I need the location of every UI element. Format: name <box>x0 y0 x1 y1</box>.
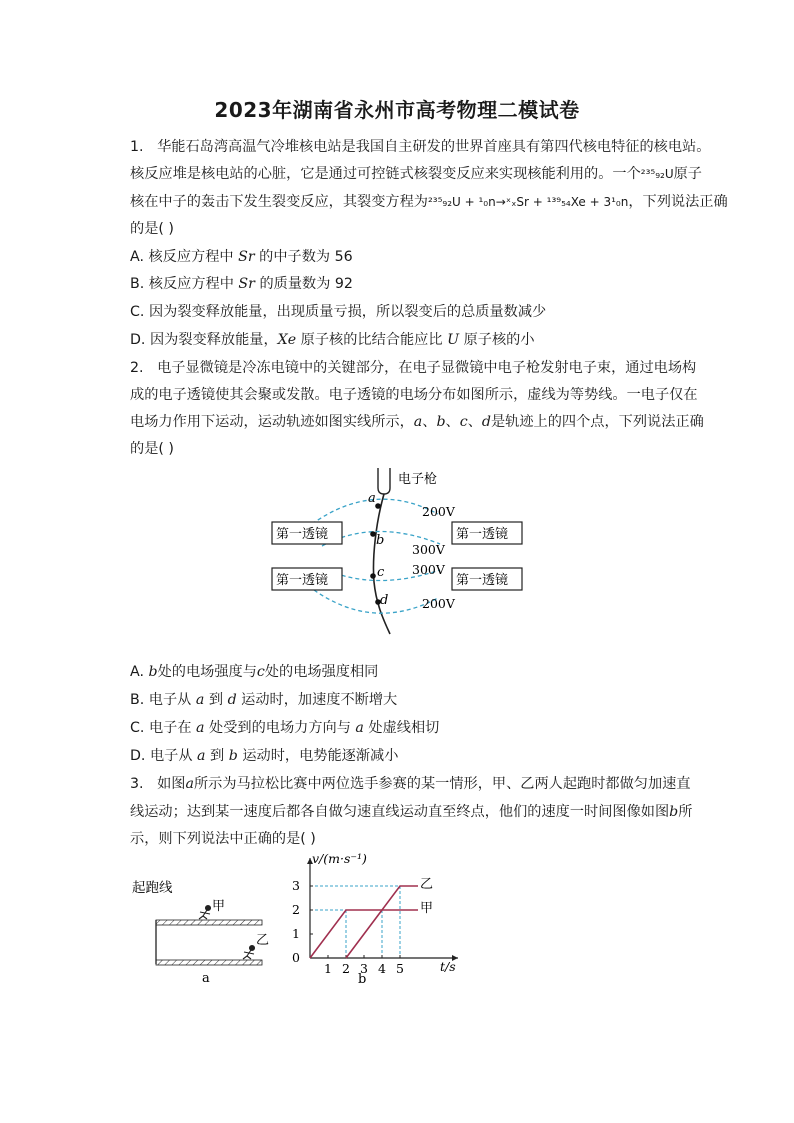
y-tick-3: 3 <box>292 878 300 893</box>
gun-label: 电子枪 <box>398 472 438 487</box>
q2-line2: 成的电子透镜使其会聚或发散。电子透镜的电场分布如图所示，虚线为等势线。一电子仅在 <box>130 387 698 403</box>
x-tick-5: 5 <box>396 961 404 976</box>
point-c: c <box>377 565 385 580</box>
point-d: d <box>380 593 389 608</box>
q3-line1: 3. 如图a所示为马拉松比赛中两位选手参赛的某一情形，甲、乙两人起跑时都做匀加速直 <box>130 776 691 792</box>
voltage-300v-upper: 300V <box>412 542 445 557</box>
q3-number: 3. <box>130 776 144 792</box>
point-b: b <box>376 533 385 548</box>
q2-option-b[interactable]: B. 电子从 a 到 d 运动时，加速度不断增大 <box>130 692 398 708</box>
q2-option-d[interactable]: D. 电子从 a 到 b 运动时，电势能逐渐减小 <box>130 748 399 764</box>
fission-equation: ²³⁵₉₂U + ¹₀n→ˣₓSr + ¹³⁹₅₄Xe + 3¹₀n <box>427 195 629 209</box>
x-tick-3: 3 <box>360 961 368 976</box>
runner-jia-label: 甲 <box>212 899 226 914</box>
marathon-track-figure <box>128 874 278 989</box>
runner-yi-label: 乙 <box>256 933 270 948</box>
series-label-jia: 甲 <box>420 901 434 916</box>
y-axis-label: v/(m·s⁻¹) <box>312 851 367 866</box>
point-a: a <box>368 491 376 506</box>
lens-left-bottom: 第一透镜 <box>276 573 329 588</box>
voltage-200v-top: 200V <box>422 504 455 519</box>
q1-text4: 的是( ) <box>130 221 174 237</box>
page-title: 2023年湖南省永州市高考物理二模试卷 <box>214 98 580 122</box>
x-axis-label: t/s <box>440 959 456 974</box>
q2-option-c[interactable]: C. 电子在 a 处受到的电场力方向与 a 处虚线相切 <box>130 720 440 736</box>
q2-line3: 电场力作用下运动，运动轨迹如图实线所示，a、b、c、d是轨迹上的四个点，下列说法正确 <box>130 414 704 430</box>
q1-line4 <box>130 219 174 239</box>
q1-text3: 核在中子的轰击下发生裂变反应，其裂变方程为 <box>130 194 428 210</box>
q1-option-a[interactable]: A. 核反应方程中 Sr 的中子数为 56 <box>130 249 353 265</box>
q2-line1: 2. 电子显微镜是冷冻电镜中的关键部分，在电子显微镜中电子枪发射电子束，通过电场构 <box>130 360 697 376</box>
fig-b-caption: b <box>358 972 367 987</box>
lens-left-top: 第一透镜 <box>276 527 329 542</box>
lens-right-top: 第一透镜 <box>456 527 509 542</box>
electron-lens-figure <box>260 462 530 642</box>
fig-a-caption: a <box>202 971 210 986</box>
x-tick-4: 4 <box>378 961 386 976</box>
voltage-300v-lower: 300V <box>412 562 445 577</box>
runner-yi-icon <box>243 946 255 960</box>
q1-number: 1. <box>130 139 144 155</box>
runner-jia-icon <box>199 906 211 920</box>
start-line-label: 起跑线 <box>132 880 173 896</box>
y-tick-2: 2 <box>292 902 300 917</box>
q2-option-a[interactable]: A. b处的电场强度与c处的电场强度相同 <box>130 664 379 680</box>
q2-line4: 的是( ) <box>130 441 174 457</box>
q1-line1 <box>130 137 710 157</box>
q1-line2 <box>130 164 702 184</box>
y-tick-0: 0 <box>292 950 300 965</box>
q1-text3-end: ，下列说法正确 <box>628 194 728 210</box>
q1-option-d[interactable]: D. 因为裂变释放能量，Xe 原子核的比结合能应比 U 原子核的小 <box>130 332 535 348</box>
lens-right-bottom: 第一透镜 <box>456 573 509 588</box>
x-tick-1: 1 <box>324 961 332 976</box>
q1-text1: 华能石岛湾高温气冷堆核电站是我国自主研发的世界首座具有第四代核电特征的核电站。 <box>157 139 711 155</box>
y-tick-1: 1 <box>292 926 300 941</box>
velocity-time-chart <box>290 850 470 988</box>
voltage-200v-bottom: 200V <box>422 596 455 611</box>
q1-line3 <box>130 192 728 212</box>
electron-gun-icon <box>378 468 390 494</box>
q3-line2: 线运动；达到某一速度后都各自做匀速直线运动直至终点，他们的速度一时间图像如图b所 <box>130 804 693 820</box>
q3-line3: 示，则下列说法中正确的是( ) <box>130 831 316 847</box>
q1-text2-end: 原子 <box>673 166 702 182</box>
q1-option-c[interactable]: C. 因为裂变释放能量，出现质量亏损，所以裂变后的总质量数减少 <box>130 304 547 320</box>
q1-option-b[interactable]: B. 核反应方程中 Sr 的质量数为 92 <box>130 276 353 292</box>
q1-uranium-nuclide: ²³⁵₉₂U <box>640 167 674 181</box>
q1-text2: 核反应堆是核电站的心脏，它是通过可控链式核裂变反应来实现核能利用的。一个 <box>130 166 641 182</box>
x-tick-2: 2 <box>342 961 350 976</box>
q2-number: 2. <box>130 360 144 376</box>
series-label-yi: 乙 <box>420 877 434 892</box>
